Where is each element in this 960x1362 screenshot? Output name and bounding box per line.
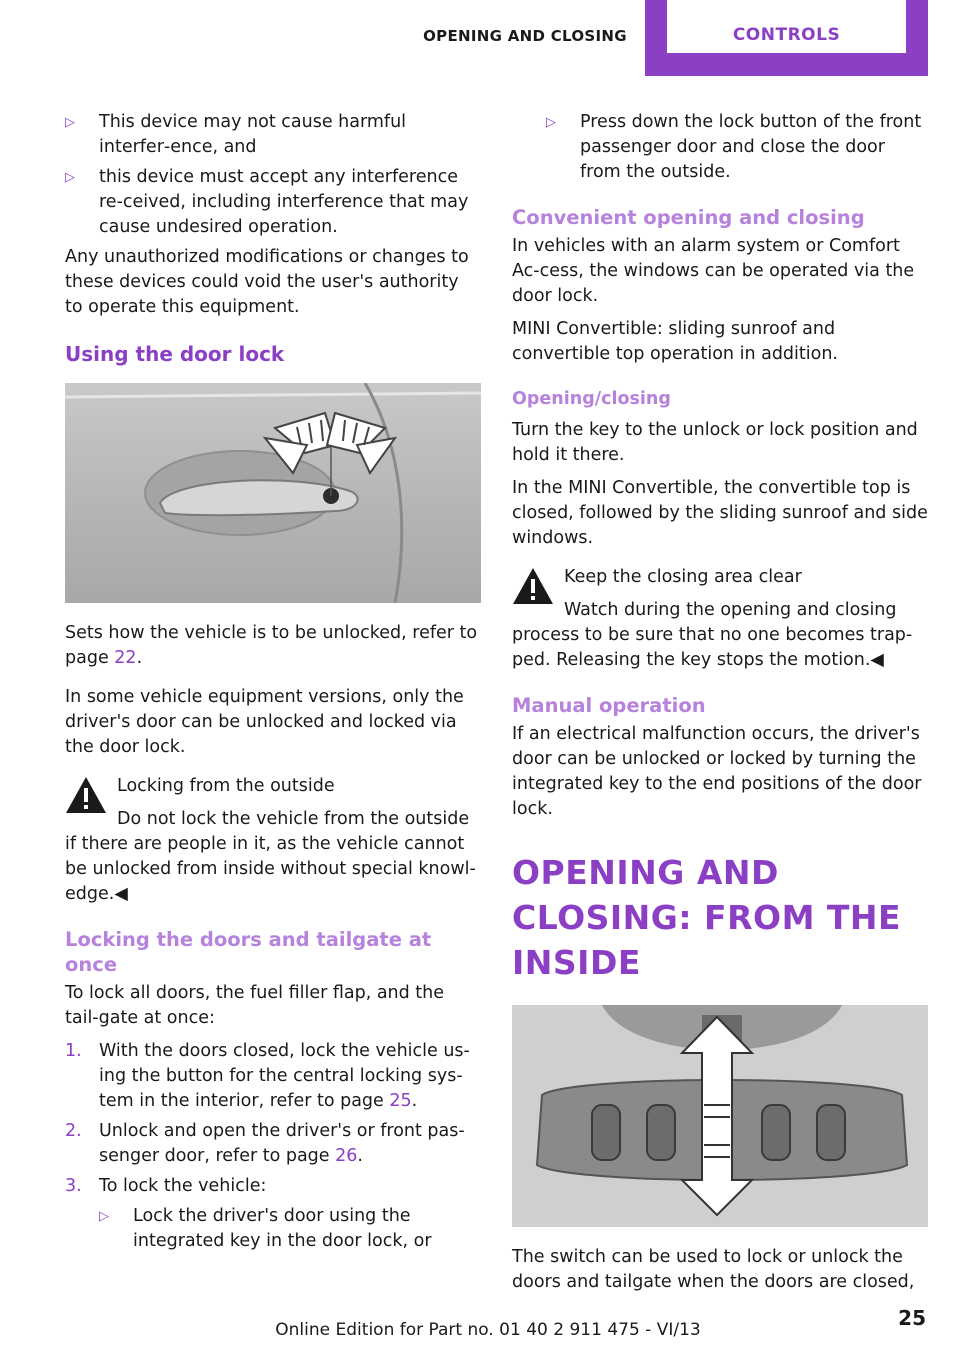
warning-box-closing-area [512, 565, 928, 673]
right-column [512, 110, 928, 1303]
list-item: ▷ This device may not cause harmful interfer‐ence, and [65, 112, 407, 157]
paragraph-some-versions: In some vehicle equipment versions, only the driver's door can be unlocked and locked via the door lock. [65, 687, 464, 757]
header-chapter-tab [645, 0, 928, 76]
page-number: 25 [898, 1306, 926, 1330]
paragraph-in-convertible: In the MINI Convertible, the convertible top is closed, followed by the sliding sunroof and side windows. [512, 478, 928, 548]
paragraph-turn-key: Turn the key to the unlock or lock position and hold it there. [512, 420, 918, 465]
central-lock-switch-image [512, 1005, 928, 1227]
page-link-25[interactable]: 25 [389, 1091, 412, 1111]
step-item: 2. Unlock and open the driver's or front pas‐senger door, refer to page 26. [65, 1121, 465, 1166]
warning-box-locking [65, 774, 481, 907]
warning-text: Watch during the opening and closing process to be sure that no one becomes trap‐ped. Releasing the key stops the motion.◀ [512, 600, 913, 670]
list-item: ▷ this device must accept any interference re‐ceived, including interference that may cause undesired operation. [65, 167, 469, 237]
triangle-right-icon: ▷ [65, 115, 75, 130]
sub-step-item: ▷ Press down the lock button of the front passenger door and close the door from the outside. [546, 112, 922, 182]
triangle-right-icon: ▷ [546, 115, 556, 130]
warning-triangle-icon [65, 776, 107, 814]
heading-locking-once: Locking the doors and tailgate at once [65, 928, 432, 976]
heading-door-lock: Using the door lock [65, 342, 285, 366]
paragraph-manual: If an electrical malfunction occurs, the driver's door can be unlocked or locked by turning the integrated key to the end positions of the door lock. [512, 724, 922, 819]
warning-title: Keep the closing area clear [564, 567, 802, 587]
page-link-22[interactable]: 22 [114, 648, 137, 668]
header-section-title: OPENING AND CLOSING [423, 27, 627, 45]
paragraph-sets: Sets how the vehicle is to be unlocked, refer to page 22. [65, 623, 478, 668]
step-item: 1. With the doors closed, lock the vehicle us‐ing the button for the central locking sys‐tem in the interior, refer to page 25. [65, 1041, 470, 1111]
heading-convenient: Convenient opening and closing [512, 206, 865, 229]
paragraph-alarm: In vehicles with an alarm system or Comfort Ac‐cess, the windows can be operated via the door lock. [512, 236, 915, 306]
step-item: 3. To lock the vehicle: [65, 1176, 267, 1196]
warning-title: Locking from the outside [117, 776, 335, 796]
paragraph-switch: The switch can be used to lock or unlock the doors and tailgate when the doors are closed, [512, 1247, 915, 1292]
sub-step-item: ▷ Lock the driver's door using the integrated key in the door lock, or [99, 1206, 432, 1251]
heading-manual: Manual operation [512, 694, 706, 717]
edition-text: Online Edition for Part no. 01 40 2 911 475 - VI/13 [275, 1320, 701, 1340]
paragraph-convertible: MINI Convertible: sliding sunroof and convertible top operation in addition. [512, 319, 838, 364]
heading-opening-closing: Opening/closing [512, 389, 671, 409]
door-lock-image [65, 383, 481, 603]
triangle-right-icon: ▷ [99, 1209, 109, 1224]
paragraph-lock-all: To lock all doors, the fuel filler flap, and the tail‐gate at once: [65, 983, 445, 1028]
left-column [65, 110, 481, 1254]
paragraph-unauthorized: Any unauthorized modifications or changes to these devices could void the user's authority to operate this equipment. [65, 247, 469, 317]
chapter-title: CONTROLS [667, 0, 906, 53]
warning-triangle-icon [512, 567, 554, 605]
triangle-right-icon: ▷ [65, 170, 75, 185]
warning-text: Do not lock the vehicle from the outside if there are people in it, as the vehicle cannot be unlocked from inside without special knowl‐edge.◀ [65, 809, 476, 904]
heading-from-inside: OPENING AND CLOSING: FROM THE INSIDE [512, 853, 902, 982]
page-link-26[interactable]: 26 [335, 1146, 358, 1166]
